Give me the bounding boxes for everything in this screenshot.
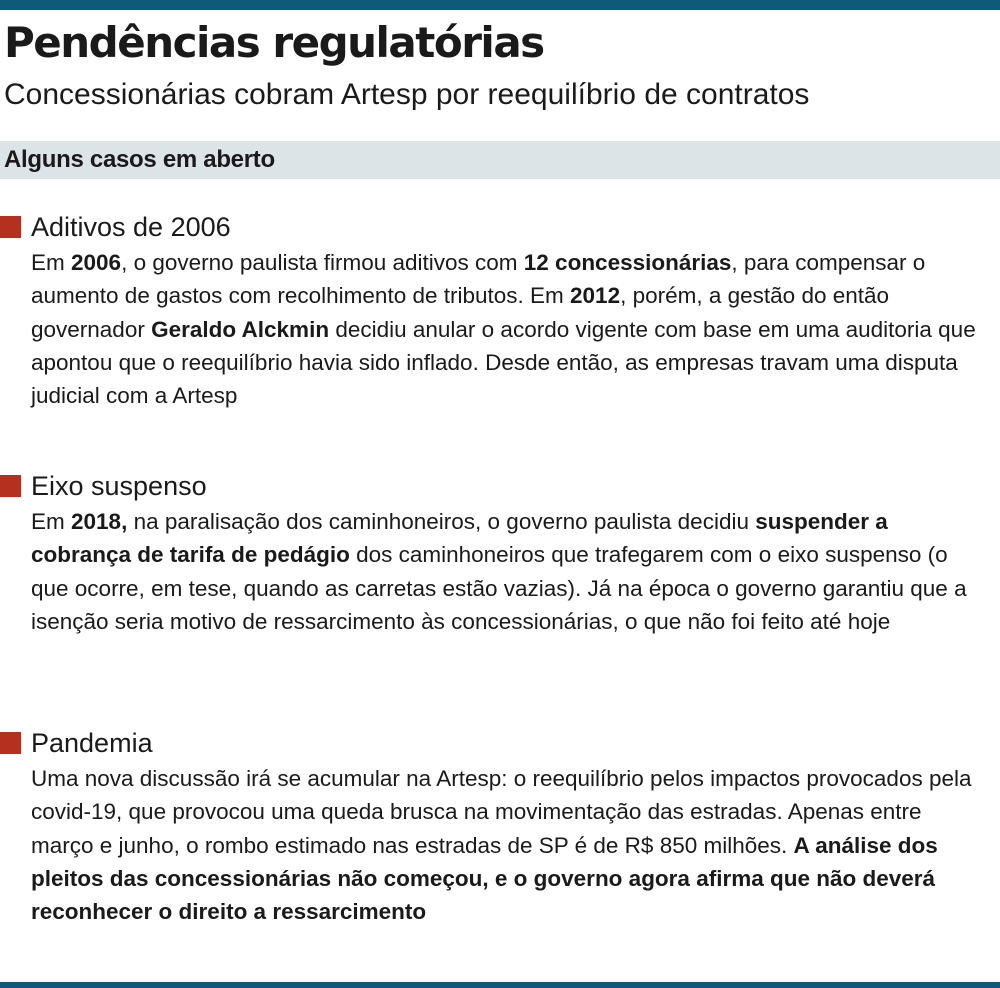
- bold-text-run: 2018,: [71, 509, 128, 534]
- text-run: Em: [31, 250, 72, 275]
- bullet-marker: [0, 216, 21, 238]
- case-title: Aditivos de 2006: [31, 212, 231, 242]
- bullet-marker: [0, 475, 21, 497]
- text-run: , para compensar o aumento de gastos com recolhimento de tributos. Em: [31, 250, 926, 309]
- case-body: [31, 246, 986, 412]
- section-header-label: Alguns casos em aberto: [4, 146, 275, 173]
- bold-text-run: suspender a cobrança de tarifa de pedágio: [31, 509, 888, 568]
- case-aditivos: [0, 210, 1000, 412]
- case-body: [31, 505, 986, 638]
- text-run: decidiu anular o acordo vigente com base em uma auditoria que apontou que o reequilíbrio havia sido inflado. Desde então, as empresas travam uma disputa judicial com a Artesp: [31, 316, 976, 409]
- bold-text-run: 2012: [570, 283, 621, 309]
- bold-text-run: 12 concessionárias: [523, 250, 732, 275]
- bold-text-run: Geraldo Alckmin: [151, 316, 330, 342]
- text-run: na paralisação dos caminhoneiros, o governo paulista decidiu: [127, 509, 756, 534]
- text-run: Uma nova discussão irá se acumular na Artesp: o reequilíbrio pelos impactos provocados pela covid-19, que provocou uma queda brusca na movimentação das estradas. Apenas entre março e junho, o rombo estimado nas estradas de SP é de R$ 850 milhões.: [31, 766, 972, 858]
- bold-text-run: A análise dos pleitos das concessionárias não começou, e o governo agora afirma que não deverá reconhecer o direito a ressarcimento: [31, 832, 938, 925]
- bullet-marker: [0, 732, 21, 754]
- top-rule: [0, 0, 1000, 10]
- bold-text-run: 2006: [71, 250, 122, 275]
- page-title: Pendências regulatórias: [4, 18, 544, 67]
- text-run: , porém, a gestão do então governador: [31, 283, 890, 342]
- text-run: , o governo paulista firmou aditivos com: [121, 250, 524, 275]
- case-eixo-suspenso: [0, 469, 1000, 638]
- case-title: Eixo suspenso: [31, 471, 207, 501]
- bottom-rule: [0, 982, 1000, 988]
- section-header: [0, 141, 1000, 179]
- text-run: Em: [31, 509, 72, 534]
- case-title: Pandemia: [31, 728, 153, 758]
- page-subtitle: Concessionárias cobram Artesp por reequilíbrio de contratos: [4, 78, 810, 111]
- case-body: [31, 762, 986, 928]
- text-run: dos caminhoneiros que trafegarem com o eixo suspenso (o que ocorre, em tese, quando as carretas estão vazias). Já na época o governo garantiu que a isenção seria motivo de ressarcimento às concessionárias, o que não foi feito até hoje: [31, 542, 967, 634]
- case-pandemia: [0, 726, 1000, 928]
